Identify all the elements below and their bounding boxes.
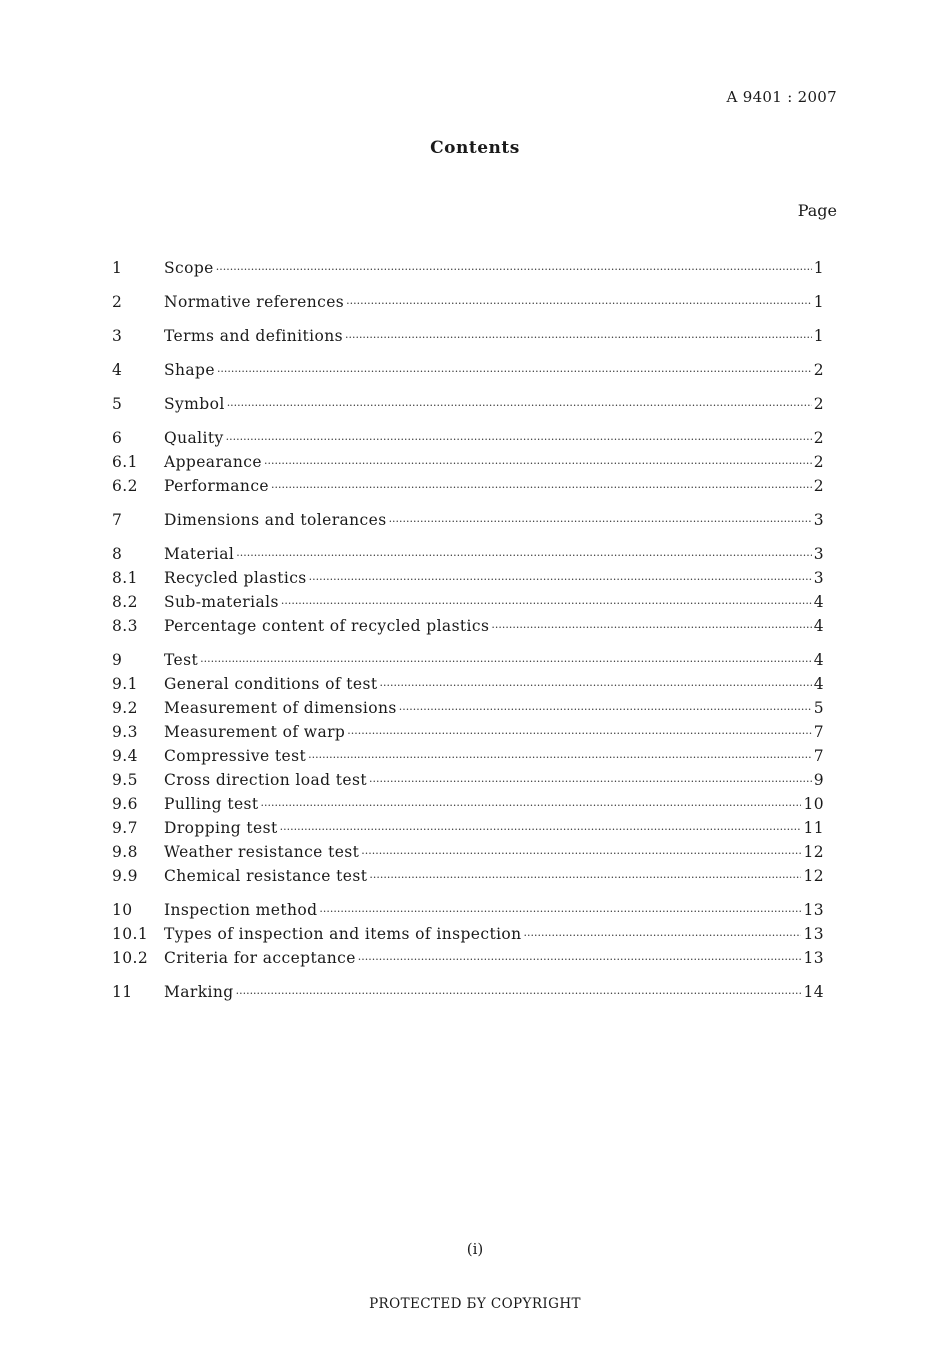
toc-entry-number: 8.2 bbox=[112, 593, 138, 611]
toc-entry-page: 5 bbox=[813, 699, 824, 717]
toc-entry[interactable] bbox=[112, 795, 824, 819]
toc-entry-title: Quality bbox=[164, 429, 224, 447]
toc-entry-number: 10 bbox=[112, 901, 133, 919]
toc-entry-page: 3 bbox=[813, 511, 824, 529]
toc-entry-title: Pulling test bbox=[164, 795, 259, 813]
toc-entry-number: 9.3 bbox=[112, 723, 138, 741]
toc-leader-dots bbox=[264, 457, 812, 470]
table-of-contents bbox=[112, 259, 824, 1007]
toc-entry-page: 1 bbox=[813, 327, 824, 345]
toc-entry-title: Types of inspection and items of inspection bbox=[164, 925, 522, 943]
toc-entry-number: 8.3 bbox=[112, 617, 138, 635]
toc-leader-dots bbox=[369, 871, 801, 884]
toc-entry-number: 1 bbox=[112, 259, 123, 277]
toc-entry-page: 7 bbox=[813, 723, 824, 741]
toc-entry[interactable] bbox=[112, 511, 824, 535]
toc-leader-dots bbox=[369, 775, 812, 788]
toc-entry-number: 8 bbox=[112, 545, 123, 563]
toc-entry-page: 2 bbox=[813, 361, 824, 379]
toc-entry-title: Chemical resistance test bbox=[164, 867, 368, 885]
toc-leader-dots bbox=[226, 433, 812, 446]
toc-entry-number: 7 bbox=[112, 511, 123, 529]
toc-entry[interactable] bbox=[112, 819, 824, 843]
toc-entry[interactable] bbox=[112, 771, 824, 795]
toc-leader-dots bbox=[236, 549, 811, 562]
toc-entry-number: 9.7 bbox=[112, 819, 138, 837]
toc-entry-page: 2 bbox=[813, 429, 824, 447]
toc-entry-page: 14 bbox=[803, 983, 824, 1001]
toc-entry-number: 9.2 bbox=[112, 699, 138, 717]
toc-entry-title: Appearance bbox=[164, 453, 262, 471]
toc-entry-title: Marking bbox=[164, 983, 234, 1001]
page-column-label: Page bbox=[797, 201, 837, 220]
toc-entry-number: 9.9 bbox=[112, 867, 138, 885]
toc-entry-number: 9.4 bbox=[112, 747, 138, 765]
toc-entry-page: 1 bbox=[813, 293, 824, 311]
toc-entry-title: Shape bbox=[164, 361, 215, 379]
toc-leader-dots bbox=[379, 679, 811, 692]
toc-entry-title: General conditions of test bbox=[164, 675, 378, 693]
toc-entry-title: Test bbox=[164, 651, 199, 669]
toc-leader-dots bbox=[345, 331, 812, 344]
toc-entry-title: Sub-materials bbox=[164, 593, 279, 611]
toc-entry[interactable] bbox=[112, 293, 824, 317]
toc-entry-number: 10.2 bbox=[112, 949, 149, 967]
toc-entry[interactable] bbox=[112, 867, 824, 891]
toc-entry-title: Weather resistance test bbox=[164, 843, 360, 861]
toc-entry-page: 12 bbox=[803, 867, 824, 885]
toc-entry[interactable] bbox=[112, 747, 824, 771]
toc-leader-dots bbox=[389, 515, 812, 528]
toc-entry-number: 9 bbox=[112, 651, 123, 669]
toc-leader-dots bbox=[236, 987, 802, 1000]
toc-entry-number: 9.5 bbox=[112, 771, 138, 789]
toc-entry-title: Criteria for acceptance bbox=[164, 949, 356, 967]
toc-leader-dots bbox=[358, 953, 802, 966]
toc-leader-dots bbox=[524, 929, 802, 942]
toc-entry-title: Measurement of dimensions bbox=[164, 699, 397, 717]
toc-entry-number: 10.1 bbox=[112, 925, 149, 943]
toc-entry-page: 9 bbox=[813, 771, 824, 789]
toc-entry[interactable] bbox=[112, 617, 824, 641]
toc-leader-dots bbox=[200, 655, 812, 668]
toc-entry[interactable] bbox=[112, 699, 824, 723]
toc-entry-number: 9.8 bbox=[112, 843, 138, 861]
toc-entry-page: 2 bbox=[813, 477, 824, 495]
toc-entry[interactable] bbox=[112, 569, 824, 593]
toc-entry[interactable] bbox=[112, 327, 824, 351]
toc-entry[interactable] bbox=[112, 651, 824, 675]
toc-entry-number: 6.2 bbox=[112, 477, 138, 495]
toc-entry-title: Dimensions and tolerances bbox=[164, 511, 387, 529]
toc-entry-title: Inspection method bbox=[164, 901, 318, 919]
toc-entry-title: Material bbox=[164, 545, 235, 563]
toc-leader-dots bbox=[216, 263, 812, 276]
toc-entry-title: Terms and definitions bbox=[164, 327, 343, 345]
toc-entry[interactable] bbox=[112, 901, 824, 925]
toc-entry-page: 2 bbox=[813, 453, 824, 471]
toc-entry[interactable] bbox=[112, 925, 824, 949]
toc-entry-number: 9.6 bbox=[112, 795, 138, 813]
toc-entry[interactable] bbox=[112, 259, 824, 283]
toc-entry-number: 9.1 bbox=[112, 675, 138, 693]
page-title: Contents bbox=[430, 138, 520, 158]
toc-leader-dots bbox=[347, 727, 811, 740]
toc-entry-number: 8.1 bbox=[112, 569, 138, 587]
toc-leader-dots bbox=[361, 847, 801, 860]
toc-entry-page: 7 bbox=[813, 747, 824, 765]
toc-entry[interactable] bbox=[112, 675, 824, 699]
toc-entry-number: 11 bbox=[112, 983, 133, 1001]
toc-entry-title: Cross direction load test bbox=[164, 771, 367, 789]
toc-entry-page: 13 bbox=[803, 949, 824, 967]
toc-entry[interactable] bbox=[112, 429, 824, 453]
toc-entry-number: 3 bbox=[112, 327, 123, 345]
toc-entry[interactable] bbox=[112, 723, 824, 747]
toc-entry[interactable] bbox=[112, 361, 824, 385]
toc-leader-dots bbox=[261, 799, 802, 812]
toc-entry[interactable] bbox=[112, 843, 824, 867]
toc-entry-page: 3 bbox=[813, 545, 824, 563]
toc-entry[interactable] bbox=[112, 477, 824, 501]
toc-leader-dots bbox=[491, 621, 811, 634]
toc-entry-title: Percentage content of recycled plastics bbox=[164, 617, 490, 635]
toc-entry-page: 4 bbox=[813, 593, 824, 611]
toc-entry[interactable] bbox=[112, 983, 824, 1007]
toc-entry-title: Measurement of warp bbox=[164, 723, 346, 741]
toc-leader-dots bbox=[281, 597, 812, 610]
footer-page-number: (i) bbox=[466, 1240, 484, 1258]
toc-entry-title: Recycled plastics bbox=[164, 569, 307, 587]
toc-entry-page: 13 bbox=[803, 901, 824, 919]
toc-entry-page: 2 bbox=[813, 395, 824, 413]
toc-entry-title: Scope bbox=[164, 259, 214, 277]
toc-leader-dots bbox=[217, 365, 812, 378]
toc-entry-page: 12 bbox=[803, 843, 824, 861]
toc-entry-title: Compressive test bbox=[164, 747, 307, 765]
toc-entry-title: Dropping test bbox=[164, 819, 278, 837]
toc-entry-title: Performance bbox=[164, 477, 269, 495]
toc-leader-dots bbox=[271, 481, 812, 494]
toc-leader-dots bbox=[399, 703, 812, 716]
toc-entry-number: 5 bbox=[112, 395, 123, 413]
toc-leader-dots bbox=[346, 297, 812, 310]
toc-entry-number: 2 bbox=[112, 293, 123, 311]
toc-leader-dots bbox=[308, 751, 812, 764]
toc-leader-dots bbox=[309, 573, 812, 586]
toc-entry-page: 13 bbox=[803, 925, 824, 943]
toc-entry-page: 10 bbox=[803, 795, 824, 813]
toc-entry-number: 6.1 bbox=[112, 453, 138, 471]
toc-entry-page: 11 bbox=[803, 819, 824, 837]
toc-entry-page: 4 bbox=[813, 651, 824, 669]
toc-entry[interactable] bbox=[112, 593, 824, 617]
toc-entry-title: Symbol bbox=[164, 395, 225, 413]
toc-entry[interactable] bbox=[112, 453, 824, 477]
toc-entry-title: Normative references bbox=[164, 293, 345, 311]
toc-entry-page: 4 bbox=[813, 675, 824, 693]
toc-entry[interactable] bbox=[112, 545, 824, 569]
toc-leader-dots bbox=[319, 905, 801, 918]
copyright-notice: PROTECTED БY COPYRIGHT bbox=[369, 1296, 581, 1312]
toc-entry-number: 6 bbox=[112, 429, 123, 447]
toc-entry-page: 4 bbox=[813, 617, 824, 635]
toc-entry-page: 1 bbox=[813, 259, 824, 277]
toc-entry-number: 4 bbox=[112, 361, 123, 379]
standard-code: A 9401 : 2007 bbox=[726, 88, 837, 106]
toc-entry[interactable] bbox=[112, 395, 824, 419]
toc-leader-dots bbox=[280, 823, 802, 836]
toc-entry[interactable] bbox=[112, 949, 824, 973]
toc-entry-page: 3 bbox=[813, 569, 824, 587]
toc-leader-dots bbox=[227, 399, 812, 412]
